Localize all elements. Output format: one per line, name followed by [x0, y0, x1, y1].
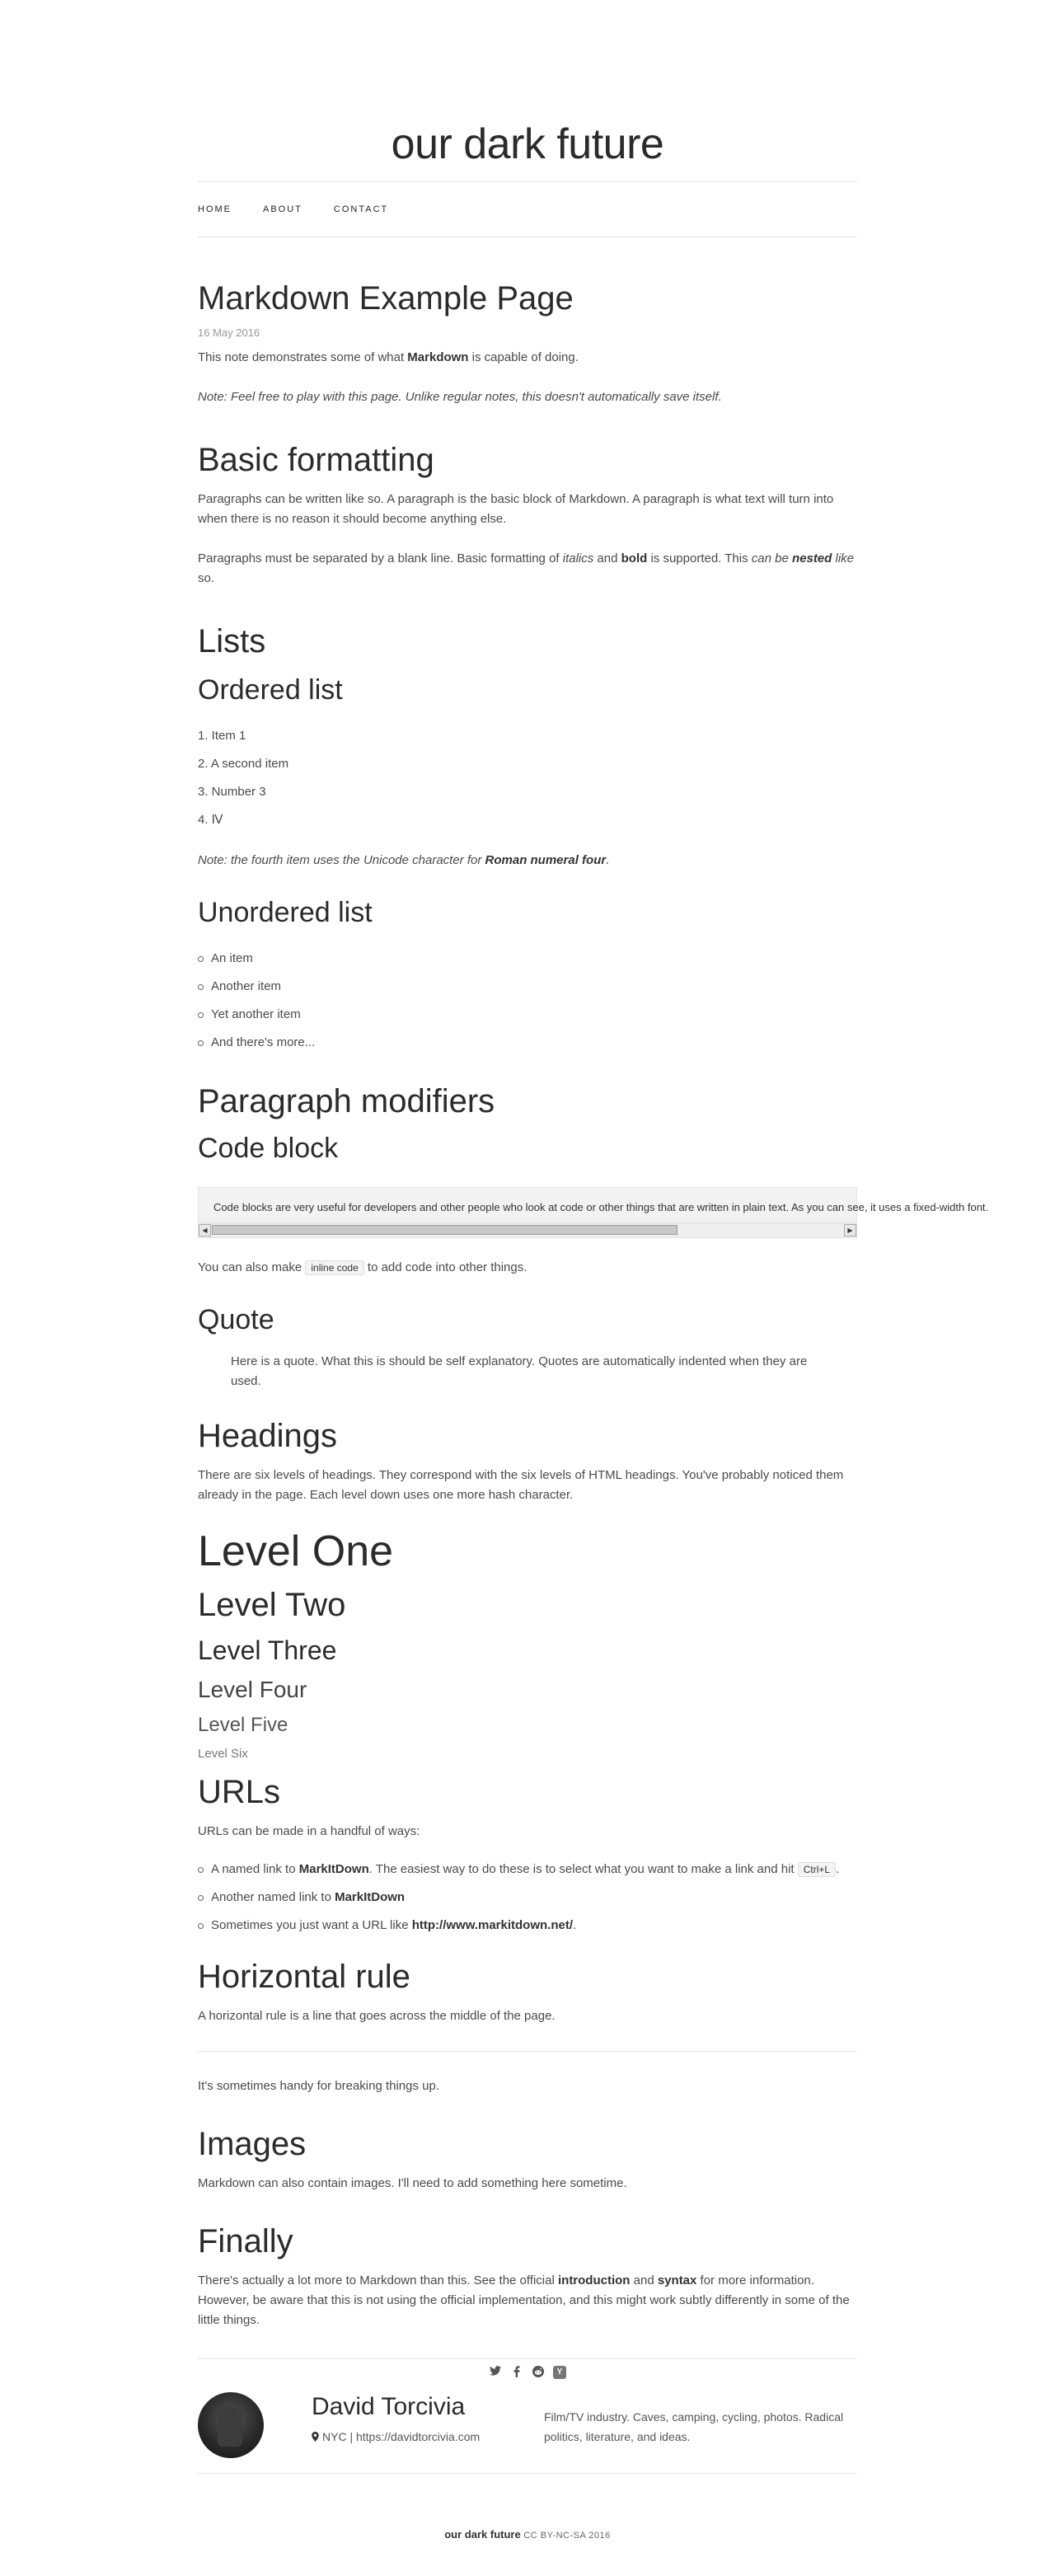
main-nav [198, 182, 857, 237]
site-title[interactable]: our dark future [391, 120, 664, 168]
author-separator: | [346, 2430, 356, 2443]
post-date: 16 May 2016 [198, 326, 260, 339]
unordered-list-item: And there's more... [198, 1029, 857, 1057]
hacker-news-icon[interactable]: Y [553, 2366, 566, 2379]
urls-list-item [198, 1916, 857, 1936]
heading-level-five: Level Five [198, 1714, 288, 1736]
p2-text-d: so. [198, 571, 215, 585]
nav-home-link[interactable]: HOME [198, 204, 232, 214]
heading-level-six: Level Six [198, 1747, 248, 1761]
inline-code: inline code [305, 1260, 363, 1275]
author-main [312, 2391, 542, 2445]
footer-site-title[interactable]: our dark future [444, 2528, 521, 2541]
p2-text-c: is supported. This [647, 551, 752, 565]
author-avatar [198, 2392, 264, 2458]
page-container [198, 0, 989, 2546]
twitter-icon[interactable] [489, 2366, 502, 2379]
introduction-link[interactable]: introduction [557, 2273, 631, 2287]
lists-note-end: . [606, 853, 610, 867]
basic-paragraph-1: Paragraphs can be written like so. A paragraph is the basic block of Markdown. A paragraph is what text will turn into when there is no reason it should become anything else. [198, 492, 834, 526]
headings-heading: Headings [198, 1418, 338, 1454]
ordered-list-item: 2. A second item [198, 757, 289, 771]
basic-paragraph-2 [198, 549, 857, 589]
heading-level-two: Level Two [198, 1587, 346, 1623]
author-card [198, 2391, 857, 2473]
ctrl-l-key: Ctrl+L [798, 1862, 836, 1877]
heading-level-three: Level Three [198, 1635, 337, 1665]
p2-nested [752, 551, 854, 565]
p2-text-b: and [593, 551, 621, 565]
footer-license: CC BY-NC-SA 2016 [523, 2531, 611, 2541]
syntax-link[interactable]: syntax [657, 2273, 697, 2287]
finally-text-b: and [630, 2273, 658, 2287]
code-block-heading: Code block [198, 1133, 339, 1164]
author-name: David Torcivia [312, 2393, 466, 2420]
footer-top-divider [198, 2358, 857, 2359]
p2-nested-bold: nested [791, 551, 832, 565]
lists-note [198, 851, 857, 870]
urls-list-item [198, 1860, 857, 1879]
markitdown-url-link[interactable]: http://www.markitdown.net/ [411, 1918, 573, 1932]
ordered-list-item: 3. Number 3 [198, 785, 266, 799]
lists-note-bold: Roman numeral four [485, 853, 607, 867]
lists-heading: Lists [198, 623, 266, 659]
headings-paragraph: There are six levels of headings. They correspond with the six levels of HTML headings. You've probably noticed them already in the page. Each level down uses one more hash character. [198, 1468, 844, 1502]
ordered-list [198, 722, 857, 834]
url2-pre: Another named link to [211, 1890, 335, 1904]
intro-bold: Markdown [407, 350, 469, 364]
horizontal-rule-paragraph: A horizontal rule is a line that goes across the middle of the page. [198, 2009, 556, 2023]
author-meta [312, 2428, 542, 2445]
p2-italics: italics [562, 551, 594, 565]
blockquote [198, 1352, 857, 1391]
unordered-list-item: Another item [198, 973, 857, 1001]
social-links [198, 2364, 857, 2381]
facebook-icon[interactable] [510, 2366, 523, 2379]
urls-list [198, 1860, 857, 1936]
intro-note: Note: Feel free to play with this page. Unlike regular notes, this doesn't automatically save itself. [198, 390, 722, 404]
heading-level-four: Level Four [198, 1677, 307, 1702]
p2-bold: bold [621, 551, 648, 565]
url3-pre: Sometimes you just want a URL like [211, 1918, 412, 1932]
code-horizontal-scrollbar[interactable] [199, 1222, 856, 1237]
finally-text-a: There's actually a lot more to Markdown than this. See the official [198, 2273, 558, 2287]
p2-text-a: Paragraphs must be separated by a blank line. Basic formatting of [198, 551, 563, 565]
heading-level-one: Level One [198, 1527, 394, 1575]
intro-paragraph [198, 348, 857, 368]
url1-end: . [836, 1862, 840, 1876]
finally-heading: Finally [198, 2223, 293, 2259]
code-block-text: Code blocks are very useful for developers and other people who look at code or other things that are written in plain text. As you can see, it uses a fixed-width font. [213, 1201, 989, 1213]
markitdown-link-1[interactable]: MarkItDown [298, 1862, 369, 1876]
nav-about-link[interactable]: ABOUT [263, 204, 302, 214]
finally-paragraph [198, 2271, 857, 2330]
ordered-list-item: 1. Item 1 [198, 729, 246, 743]
scroll-right-button[interactable]: ▶ [844, 1224, 856, 1236]
horizontal-rule-heading: Horizontal rule [198, 1959, 410, 1995]
post-title: Markdown Example Page [198, 280, 574, 317]
unordered-list [198, 945, 857, 1057]
footer-bottom-divider [198, 2473, 857, 2474]
inline-code-pre: You can also make [198, 1260, 306, 1274]
basic-formatting-heading: Basic formatting [198, 442, 434, 478]
content-horizontal-rule [198, 2051, 857, 2052]
ordered-list-item: 4. Ⅳ [198, 813, 223, 827]
post-article [198, 279, 989, 2330]
site-footer [198, 2525, 857, 2546]
markitdown-link-2[interactable]: MarkItDown [335, 1890, 406, 1904]
ordered-list-heading: Ordered list [198, 674, 343, 706]
finally-text-c: for more information. However, be aware that this is not using the official implementation, and this might work subtly differently in some of the little things. [198, 2273, 850, 2327]
horizontal-rule-after: It's sometimes handy for breaking things up. [198, 2079, 440, 2093]
unordered-list-item: An item [198, 945, 857, 973]
author-location: NYC [322, 2430, 347, 2443]
urls-list-item [198, 1888, 857, 1907]
images-heading: Images [198, 2126, 307, 2162]
p2-nested-a: can be [751, 551, 792, 565]
author-bio: Film/TV industry. Caves, camping, cycling, photos. Radical politics, literature, and ideas. [544, 2410, 844, 2443]
url3-end: . [573, 1918, 577, 1932]
quote-heading: Quote [198, 1304, 274, 1335]
urls-heading: URLs [198, 1774, 281, 1810]
urls-intro: URLs can be made in a handful of ways: [198, 1824, 420, 1838]
p2-nested-b: like [832, 551, 855, 565]
intro-text: This note demonstrates some of what [198, 350, 408, 364]
reddit-icon[interactable] [532, 2366, 545, 2379]
unordered-list-heading: Unordered list [198, 897, 373, 928]
url1-post: . The easiest way to do these is to select what you want to make a link and hit [368, 1862, 798, 1876]
intro-text-end: is capable of doing. [468, 350, 579, 364]
scroll-left-button[interactable]: ◀ [199, 1224, 211, 1236]
nav-contact-link[interactable]: CONTACT [333, 204, 389, 214]
paragraph-modifiers-heading: Paragraph modifiers [198, 1083, 495, 1119]
images-paragraph: Markdown can also contain images. I'll need to add something here sometime. [198, 2176, 627, 2190]
scroll-thumb[interactable] [212, 1225, 678, 1235]
author-website-link[interactable]: https://davidtorcivia.com [355, 2430, 481, 2443]
quote-text: Here is a quote. What this is should be self explanatory. Quotes are automatically indented when they are used. [231, 1354, 808, 1388]
url1-pre: A named link to [211, 1862, 299, 1876]
inline-code-paragraph [198, 1258, 857, 1278]
unordered-list-item: Yet another item [198, 1001, 857, 1029]
inline-code-post: to add code into other things. [363, 1260, 528, 1274]
code-block[interactable] [198, 1187, 989, 1238]
location-pin-icon [312, 2432, 319, 2442]
lists-note-text: Note: the fourth item uses the Unicode character for [198, 853, 485, 867]
